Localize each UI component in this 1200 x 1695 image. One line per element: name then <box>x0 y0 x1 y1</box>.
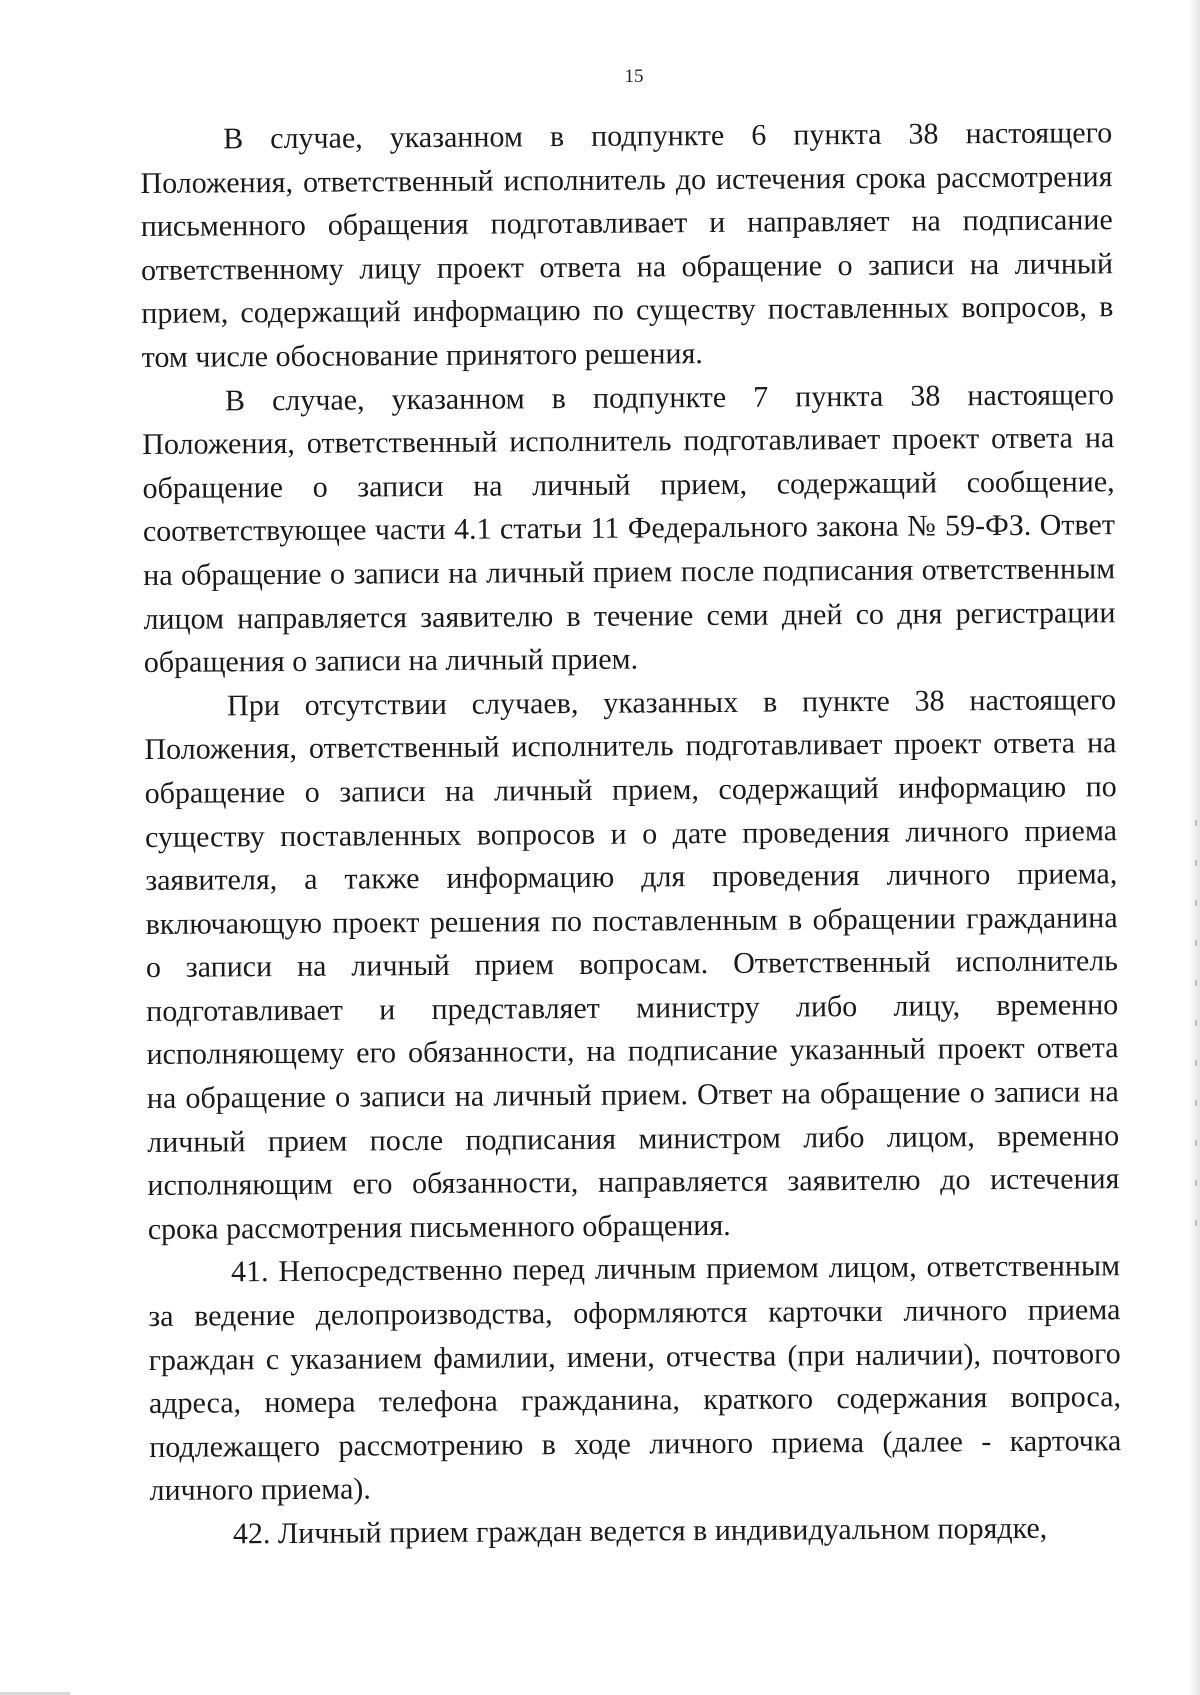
document-body <box>140 111 1122 1556</box>
scan-edge-shadow <box>1188 0 1200 1695</box>
paragraph-clause-42: 42. Личный прием граждан ведется в индивидуальном порядке, <box>232 1511 1048 1551</box>
paragraph-no-cases: При отсутствии случаев, указанных в пункте 38 настоящего Положения, ответственный исполнитель подготавливает проект ответа на обращение о записи на личный прием, содержащий информацию по существу поставленных вопросов и о дате проведения личного приема заявителя, а также информацию для проведения личного приема, включающую проект решения по поставленным в обращении гражданина о записи на личный прием вопросам. Ответственный исполнитель подготавливает и представляет министру либо лицу, временно исполняющему его обязанности, на подписание указанный проект ответа на обращение о записи на личный прием. Ответ на обращение о записи на личный прием после подписания министром либо лицом, временно исполняющим его обязанности, направляется заявителю до истечения срока рассмотрения письменного обращения. <box>144 682 1120 1246</box>
paragraph-clause-41: 41. Непосредственно перед личным приемом лицом, ответственным за ведение делопроизводства, оформляются карточки личного приема граждан с указанием фамилии, имени, отчества (при наличии), почтового адреса, номера телефона гражданина, краткого содержания вопроса, подлежащего рассмотрению в ходе личного приема (далее - карточка личного приема). <box>148 1249 1122 1508</box>
paragraph-subpoint-7-case: В случае, указанном в подпункте 7 пункта 38 настоящего Положения, ответственный исполнитель подготавливает проект ответа на обращение о записи на личный прием, содержащий сообщение, соответствующее части 4.1 статьи 11 Федерального закона № 59-ФЗ. Ответ на обращение о записи на личный прием после подписания ответственным лицом направляется заявителю в течение семи дней со дня регистрации обращения о записи на личный прием. <box>142 377 1116 680</box>
scan-edge-marks <box>1195 820 1197 1240</box>
paragraph-subpoint-6-case: В случае, указанном в подпункте 6 пункта 38 настоящего Положения, ответственный исполнитель до истечения срока рассмотрения письменного обращения подготавливает и направляет на подписание ответственному лицу проект ответа на обращение о записи на личный прием, содержащий информацию по существу поставленных вопросов, в том числе обоснование принятого решения. <box>140 116 1114 374</box>
page-number: 15 <box>624 66 644 87</box>
